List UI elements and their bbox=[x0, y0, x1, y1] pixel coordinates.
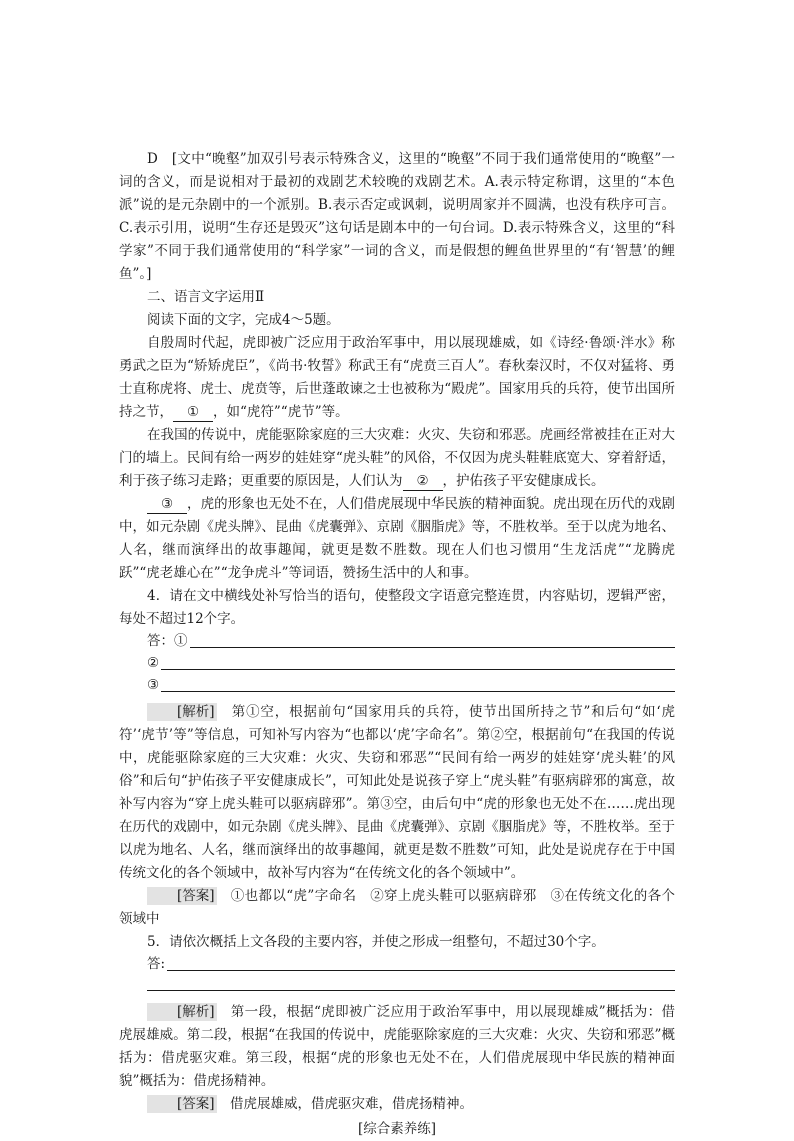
question-4-prompt: 4．请在文中横线处补写恰当的语句，使整段文字语意完整连贯，内容贴切，逻辑严密，每处不超过12个字。 bbox=[119, 588, 675, 627]
section-heading: 二、语言文字运用Ⅱ bbox=[147, 289, 265, 305]
answer-rule bbox=[161, 669, 675, 670]
q4-answer-line-3[interactable] bbox=[119, 675, 675, 697]
question-5-prompt: 5．请依次概括上文各段的主要内容，并使之形成一组整句，不超过30个字。 bbox=[147, 934, 605, 950]
q5-analysis bbox=[119, 1001, 675, 1093]
q4-answer-text: ①也都以“虎”字命名 ②穿上虎头鞋可以驱病辟邪 ③在传统文化的各个领域中 bbox=[119, 888, 675, 927]
q4-answer-line-2[interactable] bbox=[119, 653, 675, 675]
passage-p2-tail: ，护佑孩子平安健康成长。 bbox=[442, 473, 605, 489]
answer-rule bbox=[190, 647, 676, 648]
passage-p2-text: 在我国的传说中，虎能驱除家庭的三大灾难：火灾、失窃和邪恶。虎画经常被挂在正对大门的墙上。民间有给一两岁的娃娃穿“虎头鞋”的风俗，不仅因为虎头鞋鞋底宽大、穿着舒适，利于孩子练习走路；更重要的原因是，人们认为 bbox=[119, 427, 675, 489]
blank-1: ① bbox=[173, 403, 213, 422]
q4-answer-label: 答：① bbox=[147, 633, 188, 649]
q5-answer bbox=[119, 1093, 675, 1116]
passage-paragraph-1 bbox=[119, 332, 675, 424]
q5-analysis-text: 第一段，根据“虎即被广泛应用于政治军事中，用以展现雄威”概括为：借虎展雄威。第二段，根据“在我国的传说中，虎能驱除家庭的三大灾难：火灾、失窃和邪恶”概括为：借虎驱灾难。第三段，根据“虎的形象也无处不在，人们借虎展现中华民族的精神面貌”概括为：借虎扬精神。 bbox=[119, 1004, 675, 1089]
passage-paragraph-3 bbox=[119, 493, 675, 585]
answer-rule bbox=[161, 691, 675, 692]
blank-2: ② bbox=[403, 472, 443, 491]
q5-answer-line-1[interactable] bbox=[119, 954, 675, 976]
analysis-tag: [解析] bbox=[147, 1003, 217, 1021]
q5-answer-text: 借虎展雄威，借虎驱灾难，借虎扬精神。 bbox=[230, 1096, 474, 1112]
q4-analysis-text: 第①空，根据前句“国家用兵的兵符，使节出国所持之节”和后句“如‘虎符’‘虎节’等”等信息，可知补写内容为“也都以‘虎’字命名”。第②空，根据前句“在我国的传说中，虎能驱除家庭的三大灾难：火灾、失窃和邪恶”“民间有给一两岁的娃娃穿‘虎头鞋’的风俗”和后句“护佑孩子平安健康成长”，可知此处是说孩子穿上“虎头鞋”有驱病辟邪的寓意，故补写内容为“穿上虎头鞋可以驱病辟邪”。第③空，由后句中“虎的形象也无处不在……虎出现在历代的戏剧中，如元杂剧《虎头牌》、昆曲《虎囊弹》、京剧《胭脂虎》等，不胜枚举。至于以虎为地名、人名，继而演绎出的故事趣闻，就更是数不胜数”可知，此处是说虎存在于中国传统文化的各个领域中，故补写内容为“在传统文化的各个领域中”。 bbox=[119, 704, 676, 881]
answer-tag: [答案] bbox=[147, 887, 217, 905]
q4-answer-line-1[interactable] bbox=[119, 631, 675, 653]
q4-answer bbox=[119, 885, 675, 931]
q4-line-3-label: ③ bbox=[147, 677, 160, 693]
passage-paragraph-2 bbox=[119, 424, 675, 493]
passage-p1-text: 自殷周时代起，虎即被广泛应用于政治军事中，用以展现雄威，如《诗经·鲁颂·泮水》称勇武之臣为“矫矫虎臣”，《尚书·牧誓》称武王有“虎贲三百人”。春秋秦汉时，不仅对猛将、勇士直称虎将、虎士、虎贲等，后世蓬敢谏之士也被称为“殿虎”。国家用兵的兵符，使节出国所持之节， bbox=[119, 335, 675, 420]
analysis-tag: [解析] bbox=[147, 703, 217, 721]
q5-answer-label: 答: bbox=[147, 956, 166, 972]
passage-p3-text: ，虎的形象也无处不在，人们借虎展现中华民族的精神面貌。虎出现在历代的戏剧中，如元杂剧《虎头牌》、昆曲《虎囊弹》、京剧《胭脂虎》等，不胜枚举。至于以虎为地名、人名，继而演绎出的故事趣闻，就更是数不胜数。现在人们也习惯用“生龙活虎”“龙腾虎跃”“虎老雄心在”“龙争虎斗”等词语，赞扬生活中的人和事。 bbox=[119, 496, 675, 581]
blank-3: ③ bbox=[147, 495, 187, 514]
q5-answer-line-2[interactable] bbox=[147, 976, 675, 991]
section-footer-label: [综合素养练] bbox=[357, 1121, 437, 1137]
document-page bbox=[119, 148, 675, 1141]
passage-p1-tail: ，如“虎符”“虎节”等。 bbox=[213, 404, 349, 420]
answer-rule bbox=[167, 970, 675, 971]
reading-instruction: 阅读下面的文字，完成4～5题。 bbox=[147, 312, 340, 328]
q4-line-2-label: ② bbox=[147, 655, 160, 671]
q3-explanation: D [文中“晚壑”加双引号表示特殊含义，这里的“晚壑”不同于我们通常使用的“晚壑”一词的含义，而是说相对于最初的戏剧艺术较晚的戏剧艺术。A.表示特定称谓，这里的“本色派”说的是元杂剧中的一个派别。B.表示否定或讽刺，说明周家并不圆满，也没有秩序可言。C.表示引用，说明“生存还是毁灭”这句话是剧本中的一句台词。D.表示特殊含义，这里的“科学家”不同于我们通常使用的“科学家”一词的含义，而是假想的鲤鱼世界里的“有‘智慧’的鲤鱼”。] bbox=[119, 151, 675, 282]
answer-tag: [答案] bbox=[147, 1095, 217, 1113]
q4-analysis bbox=[119, 701, 675, 885]
